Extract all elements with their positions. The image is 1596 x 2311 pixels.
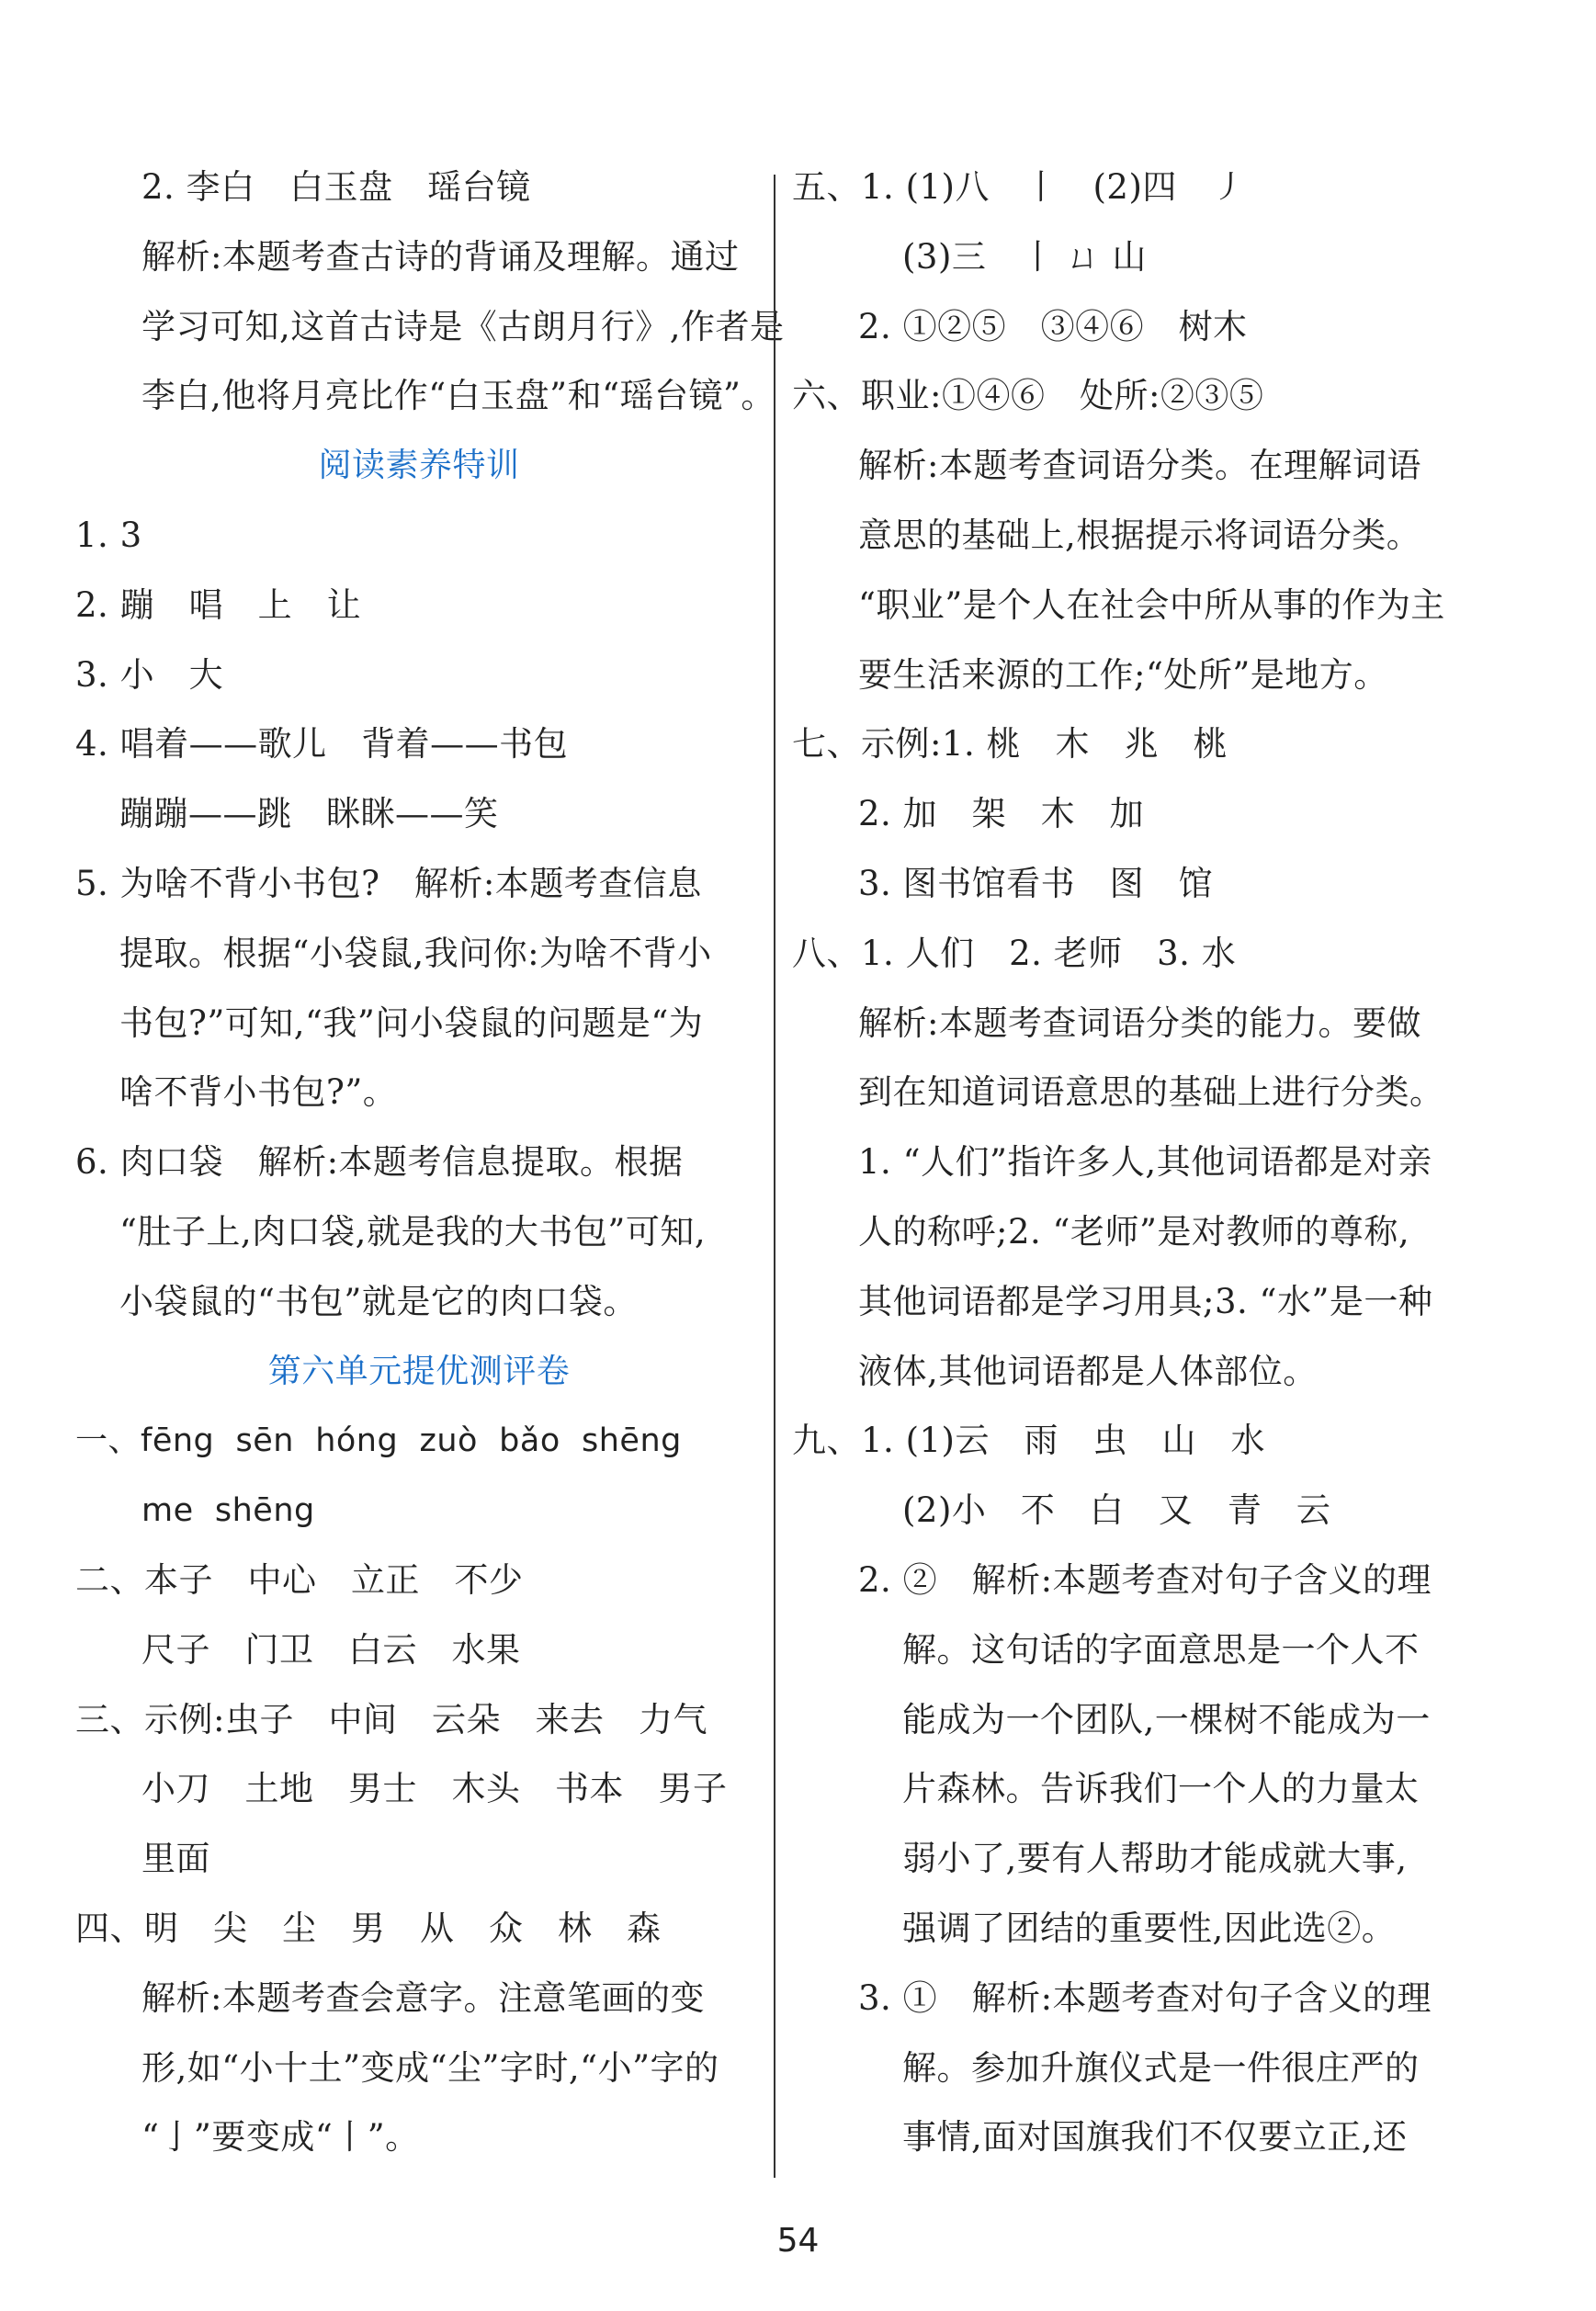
answer-line: 学习可知,这首古诗是《古朗月行》,作者是 [141,306,785,346]
answer-line: 3. 图书馆看书 图 馆 [858,864,1214,903]
answer-line: 3. 小 大 [75,654,224,695]
answer-line: 小袋鼠的“书包”就是它的肉口袋。 [119,1281,638,1321]
answer-line: (3)三 丨 ㄩ 山 [902,236,1147,277]
answer-line: 到在知道词语意思的基础上进行分类。 [858,1072,1444,1113]
answer-line: 七、示例:1. 桃 木 兆 桃 [792,724,1228,765]
answer-line: 2. ② 解析:本题考查对句子含义的理 [858,1560,1432,1600]
section-heading: 第六单元提优测评卷 [267,1352,571,1390]
answer-line: (2)小 不 白 又 青 云 [902,1490,1331,1531]
answer-line: 八、1. 人们 2. 老师 3. 水 [792,933,1237,973]
answer-line: 蹦蹦——跳 眯眯——笑 [119,794,499,834]
answer-line: 一、fēng sēn hóng zuò bǎo shēng [75,1422,682,1460]
answer-line: 能成为一个团队,一棵树不能成为一 [902,1699,1431,1739]
answer-line: 弱小了,要有人帮助才能成就大事, [902,1839,1408,1879]
answer-line: 形,如“小十土”变成“尘”字时,“小”字的 [141,2047,719,2088]
answer-line: 五、1. (1)八 丨 (2)四 ㇓ [792,167,1246,207]
section-heading: 阅读素养特训 [318,447,520,485]
answer-line: 啥不背小书包?”。 [119,1072,398,1113]
column-divider [774,175,775,2178]
answer-line: 二、本子 中心 立正 不少 [75,1560,524,1600]
answer-line: 提取。根据“小袋鼠,我问你:为啥不背小 [119,933,712,973]
answer-line: 1. “人们”指许多人,其他词语都是对亲 [858,1142,1432,1183]
answer-line: 其他词语都是学习用具;3. “水”是一种 [858,1281,1433,1321]
answer-line: 尺子 门卫 白云 水果 [141,1629,521,1670]
answer-line: 要生活来源的工作;“处所”是地方。 [858,654,1388,695]
answer-line: 6. 肉口袋 解析:本题考信息提取。根据 [75,1142,684,1183]
answer-line: 李白,他将月亮比作“白玉盘”和“瑶台镜”。 [141,376,775,416]
answer-line: 九、1. (1)云 雨 虫 山 水 [792,1421,1265,1461]
answer-line: 解析:本题考查词语分类。在理解词语 [858,446,1421,486]
answer-line: 2. ①②⑤ ③④⑥ 树木 [858,306,1248,346]
answer-line: 人的称呼;2. “老师”是对教师的尊称, [858,1212,1410,1252]
answer-line: 事情,面对国旗我们不仅要立正,还 [902,2117,1408,2158]
answer-line: 解。参加升旗仪式是一件很庄严的 [902,2047,1420,2088]
answer-line: 四、明 尖 尘 男 从 众 林 森 [75,1909,662,1948]
answer-line: 1. 3 [75,515,142,555]
page-number: 54 [776,2222,820,2260]
answer-line: 2. 加 架 木 加 [858,794,1145,834]
answer-line: 片森林。告诉我们一个人的力量太 [902,1769,1420,1809]
answer-line: “职业”是个人在社会中所从事的作为主 [858,584,1445,625]
answer-line: 三、示例:虫子 中间 云朵 来去 力气 [75,1699,707,1739]
answer-line: 4. 唱着——歌儿 背着——书包 [75,724,569,765]
answer-line: 解析:本题考查会意字。注意笔画的变 [141,1977,705,2018]
answer-line: 5. 为啥不背小书包? 解析:本题考查信息 [75,864,702,903]
answer-line: “亅”要变成“丨”。 [141,2117,420,2158]
answer-line: 解。这句话的字面意思是一个人不 [902,1629,1420,1670]
answer-line: “肚子上,肉口袋,就是我的大书包”可知, [119,1212,707,1252]
answer-line: 2. 李白 白玉盘 瑶台镜 [141,167,531,207]
answer-line: 解析:本题考查古诗的背诵及理解。通过 [141,236,740,277]
answer-line: 里面 [141,1839,210,1879]
answer-line: me shēng [141,1492,315,1530]
answer-line: 液体,其他词语都是人体部位。 [858,1351,1318,1391]
answer-line: 意思的基础上,根据提示将词语分类。 [858,515,1421,555]
answer-line: 强调了团结的重要性,因此选②。 [902,1909,1397,1948]
answer-line: 书包?”可知,“我”问小袋鼠的问题是“为 [119,1003,704,1043]
answer-line: 2. 蹦 唱 上 让 [75,584,362,625]
answer-line: 解析:本题考查词语分类的能力。要做 [858,1003,1421,1043]
answer-line: 小刀 土地 男士 木头 书本 男子 [141,1769,728,1809]
answer-line: 3. ① 解析:本题考查对句子含义的理 [858,1977,1432,2018]
answer-line: 六、职业:①④⑥ 处所:②③⑤ [792,376,1264,416]
